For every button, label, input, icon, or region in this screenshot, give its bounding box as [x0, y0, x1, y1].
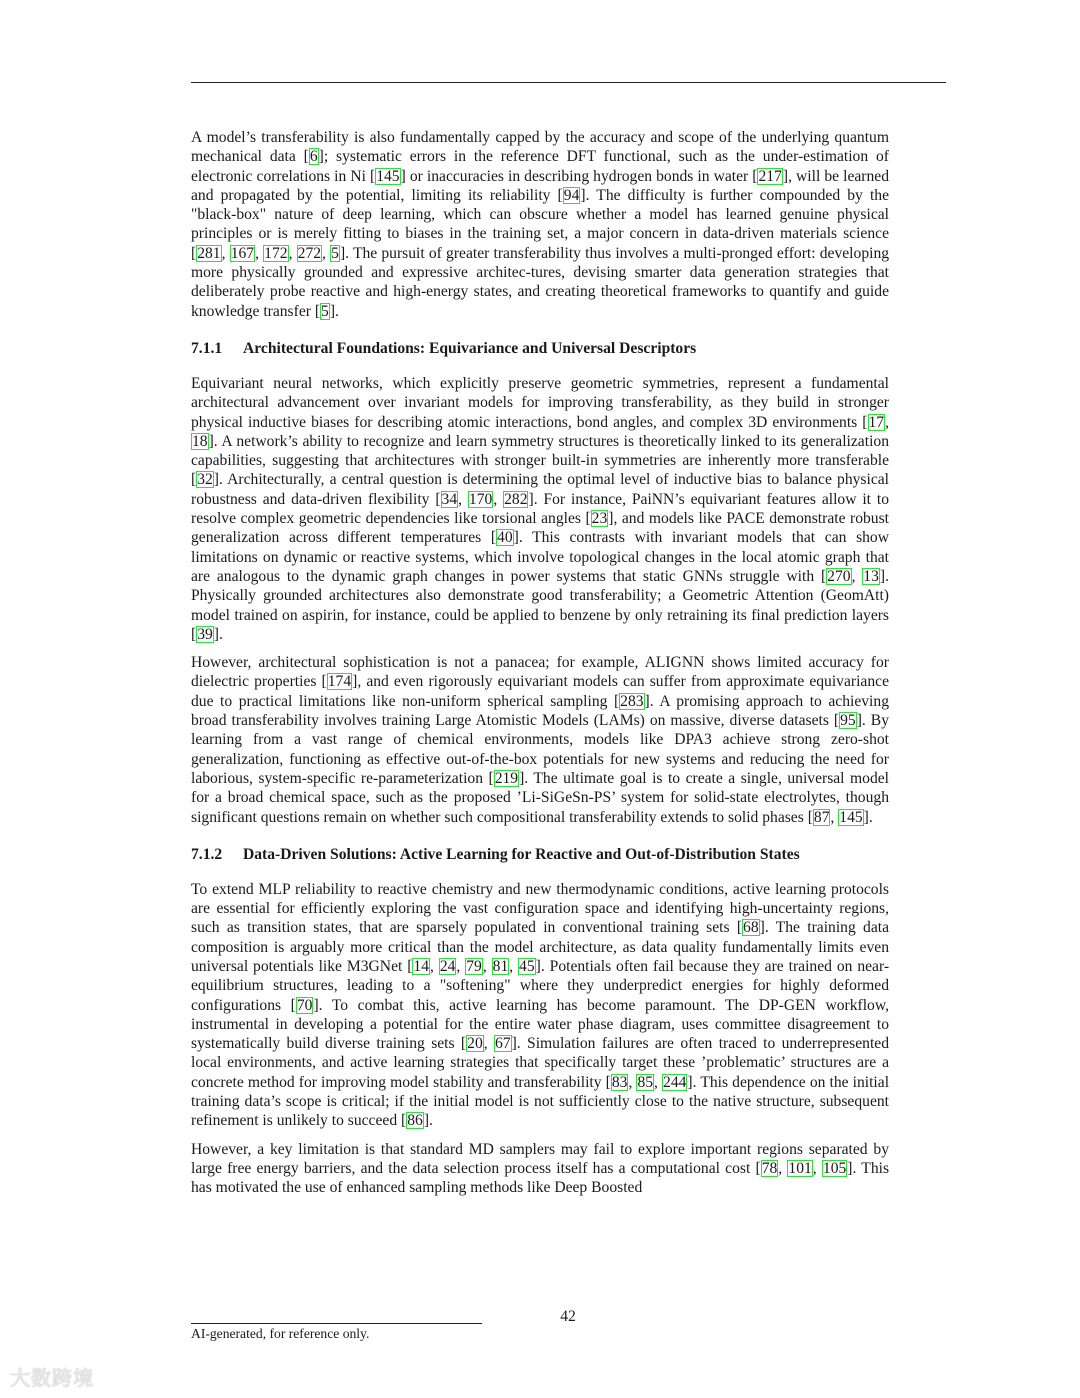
citation-link[interactable]: 70 [296, 996, 313, 1014]
citation-link[interactable]: 6 [309, 148, 318, 166]
section-heading-7-1-2 [191, 845, 889, 865]
citation-link[interactable]: 283 [620, 692, 644, 710]
section-1-paragraph-1: Equivariant neural networks, which explicitly preserve geometric symmetries, represent a fundamental architectural advancement over invariant models for improving transferability, as they build in stronger physical inductive biases for describing atomic interactions, bond angles, and complex 3D environments [17, 18]. A network’s ability to recognize and learn symmetry structures is theoretically linked to its generalization capabilities, suggesting that architectures with stronger built-in symmetries are inherently more transferable [32]. Architecturally, a central question is determining the optimal level of inductive bias to balance physical robustness and data-driven flexibility [34, 170, 282]. For instance, PaiNN’s equivariant features allow it to resolve complex geometric dependencies like torsional angles [23], and models like PACE demonstrate robust generalization across different temperatures [40]. This contrasts with invariant models that can show limitations on dynamic or reactive systems, which involve topological changes in the local atomic graph that are analogous to the dynamic graph changes in power systems that static GNNs struggle with [270, 13]. Physically grounded architectures also demonstrate good transferability; a Geometric Attention (GeomAtt) model trained on aspirin, for instance, could be applied to benzene by only retraining its final prediction layers [39]. [191, 374, 890, 643]
citation-link[interactable]: 172 [264, 244, 288, 262]
citation-link[interactable]: 270 [827, 567, 851, 585]
citation-link[interactable]: 18 [192, 432, 208, 450]
citation-link[interactable]: 219 [494, 769, 519, 787]
citation-link[interactable]: 281 [197, 244, 221, 262]
intro-paragraph: A model’s transferability is also fundamentally capped by the accuracy and scope of the underlying quantum mechanical data [6]; systematic errors in the reference DFT functional, such as the under-estimation of electronic correlations in Ni [145] or inaccuracies in describing hydrogen bonds in water [217], will be learned and propagated by the potential, limiting its reliability [94]. The difficulty is further compounded by the "black-box" nature of deep learning, which can obscure whether a model has learned genuine physical principles or is merely fitting to biases in the training set, a major concern in data-driven materials science [281, 167, 172, 272, 5]. The pursuit of greater transferability thus involves a multi-pronged effort: developing more physically grounded and expressive architec-tures, devising smarter data generation strategies that deliberately probe reactive and high-energy states, and creating theoretical frameworks to quantify and guide knowledge transfer [5]. [191, 129, 890, 320]
page-number: 42 [560, 1308, 576, 1325]
section-heading-7-1-1 [191, 339, 889, 359]
citation-link[interactable]: 174 [327, 673, 352, 691]
citation-link[interactable]: 282 [504, 490, 528, 508]
citation-link[interactable]: 81 [492, 957, 509, 975]
section-title: Data-Driven Solutions: Active Learning for Reactive and Out-of-Distribution States [243, 845, 800, 863]
citation-link[interactable]: 14 [413, 957, 430, 975]
citation-link[interactable]: 34 [441, 490, 458, 508]
citation-link[interactable]: 145 [376, 167, 400, 185]
section-1-paragraph-2: However, architectural sophistication is not a panacea; for example, ALIGNN shows limited accuracy for dielectric properties [174], and even rigorously equivariant models can suffer from approximate equivariance due to practical limitations like non-uniform spherical sampling [283]. A promising approach to achieving broad transferability involves training Large Atomistic Models (LAMs) on massive, diverse datasets [95]. By learning from a vast range of chemical environments, models like DPA3 achieve strong zero-shot generalization, functioning as effective out-of-the-box potentials for new systems and reducing the need for laborious, system-specific re-parameterization [219]. The ultimate goal is to create a single, universal model for a broad chemical space, such as the proposed ’Li-SiGeSn-PS’ system for solid-state electrolytes, though significant questions remain on whether such compositional transferability extends to solid phases [87, 145]. [191, 654, 889, 826]
citation-link[interactable]: 94 [563, 186, 580, 204]
section-number: 7.1.2 [191, 845, 223, 863]
citation-link[interactable]: 217 [758, 167, 782, 185]
section-2-paragraph-2: However, a key limitation is that standard MD samplers may fail to explore important regions separated by large free energy barriers, and the data selection process itself has a computational cost [78, 101, 105]. This has motivated the use of enhanced sampling methods like Deep Boosted [191, 1140, 890, 1197]
citation-link[interactable]: 145 [839, 808, 863, 826]
section-number: 7.1.1 [191, 339, 223, 357]
footnote-rule [191, 1323, 482, 1324]
citation-link[interactable]: 272 [297, 244, 322, 262]
citation-link[interactable]: 39 [197, 625, 213, 643]
section-2-paragraph-1: To extend MLP reliability to reactive chemistry and new thermodynamic conditions, active learning protocols are essential for efficiently exploring the vast configuration space and identifying high-uncertainty regions, such as transition states, that are sparsely populated in conventional training sets [68]. The training data composition is arguably more critical than the model architecture, as data quality fundamentally limits even universal potentials like M3GNet [14, 24, 79, 81, 45]. Potentials often fail because they are trained on near-equilibrium structures, leading to a "softening" where they underpredict energies for highly deformed configurations [70]. To combat this, active learning has become paramount. The DP-GEN workflow, instrumental in developing a potential for the entire water phase diagram, uses committee disagreement to systematically build diverse training sets [20, 67]. Simulation failures are often traced to underrepresented local environments, and active learning strategies that specifically target these ’problematic’ structures are a concrete method for improving model stability and transferability [83, 85, 244]. This dependence on the initial training data’s scope is critical; if the initial model is not sufficiently close to the native structure, subsequent refinement is unlikely to succeed [86]. [191, 880, 890, 1130]
citation-link[interactable]: 170 [468, 490, 493, 508]
watermark-logo: 大数跨境 [10, 1366, 94, 1390]
citation-link[interactable]: 85 [637, 1073, 654, 1091]
citation-link[interactable]: 24 [439, 957, 456, 975]
citation-link[interactable]: 68 [743, 919, 759, 937]
citation-link[interactable]: 13 [863, 567, 879, 585]
citation-link[interactable]: 32 [197, 471, 213, 489]
citation-link[interactable]: 95 [840, 712, 856, 730]
citation-link[interactable]: 45 [519, 957, 535, 975]
citation-link[interactable]: 23 [591, 510, 608, 528]
citation-link[interactable]: 101 [788, 1159, 812, 1177]
citation-link[interactable]: 78 [761, 1159, 778, 1177]
citation-link[interactable]: 67 [494, 1035, 511, 1053]
citation-link[interactable]: 5 [321, 302, 329, 320]
section-title: Architectural Foundations: Equivariance and Universal Descriptors [243, 339, 697, 357]
citation-link[interactable]: 40 [497, 529, 513, 547]
header-rule [191, 82, 946, 83]
footnote: AI-generated, for reference only. [191, 1326, 370, 1341]
citation-link[interactable]: 5 [331, 244, 339, 262]
citation-link[interactable]: 87 [813, 808, 830, 826]
citation-link[interactable]: 79 [466, 957, 482, 975]
citation-link[interactable]: 17 [868, 413, 885, 431]
citation-link[interactable]: 105 [822, 1159, 847, 1177]
citation-link[interactable]: 167 [230, 244, 255, 262]
citation-link[interactable]: 244 [663, 1073, 687, 1091]
citation-link[interactable]: 20 [467, 1035, 483, 1053]
intro-section [191, 128, 889, 321]
citation-link[interactable]: 83 [611, 1073, 628, 1091]
main-content [191, 128, 889, 1207]
citation-link[interactable]: 86 [407, 1112, 423, 1130]
